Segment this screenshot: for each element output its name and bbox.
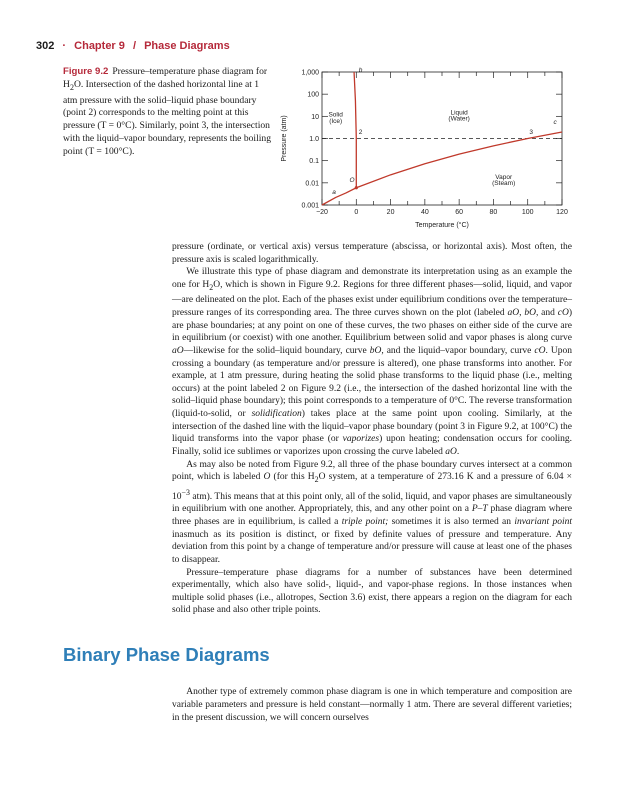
paragraph-4: Pressure–temperature phase diagrams for a number of substances have been determined experimentally, which also have solid-, liquid-, and vapor-phase regions. In those instances when multiple solid phases (i.e., allotropes, Section 3.6) exist, there appears a region on the diagram for each solid phase and also other triple points.	[172, 567, 572, 616]
chart-annotation: Solid	[328, 111, 343, 119]
page-number: 302	[36, 40, 55, 52]
x-tick-label: 40	[420, 209, 429, 216]
caption-text-2: O. Intersection of the dashed horizontal line at 1 atm pressure with the solid–liquid phase boundary (point 2) corresponds to the melting point at this pressure (T = 0°C). Similarly, point 3, the intersection with the liquid–vapor boundary, represents the boiling point (T = 100°C).	[63, 78, 271, 157]
chapter-title: Phase Diagrams	[144, 40, 230, 52]
paragraph-2: We illustrate this type of phase diagram and demonstrate its interpretation using as an example the one for $H_2O$, which is shown in Figure 9.2. Regions for three different phases—solid, liquid, and vapor—are delineated on the plot. Each of the phases exist under equilibrium conditions over the temperature–pressure ranges of its corresponding area. The three curves shown on the plot (labeled aO, bO, and cO) are phase boundaries; at any point on one of these curves, the two phases on either side of the curve are in equilibrium (or coexist) with one another. Equilibrium between solid and vapor phases is along curve aO—likewise for the solid–liquid boundary, curve bO, and the liquid–vapor boundary, curve cO. Upon crossing a boundary (as temperature and/or pressure is altered), one phase transforms into another. For example, at 1 atm pressure, during heating the solid phase transforms to the liquid phase (i.e., melting occurs) at the point labeled 2 on Figure 9.2 (i.e., the intersection of the dashed horizontal line with the solid–liquid phase boundary); this point corresponds to a temperature of 0°C. The reverse transformation (liquid-to-solid, or solidification) takes place at the same point upon cooling. Similarly, at the intersection of the dashed line with the liquid–vapor phase boundary (point 3 in Figure 9.2, at 100°C) the liquid transforms into the vapor phase (or vaporizes) upon heating; condensation occurs for cooling. Finally, solid ice sublimes or vaporizes upon crossing the curve labeled aO.	[172, 267, 573, 457]
y-tick-label: 0.01	[305, 180, 319, 188]
caption-text-1: Pressure–temperature phase diagram for H	[63, 66, 268, 90]
x-axis-label: Temperature (°C)	[415, 222, 469, 229]
x-tick-label: 100	[521, 209, 534, 216]
chart-annotation: c	[553, 119, 557, 127]
header-separator: /	[132, 40, 137, 52]
x-tick-label: −20	[316, 209, 328, 216]
figure-label: Figure 9.2	[63, 66, 109, 77]
header-dot: ·	[62, 40, 67, 52]
triple-point-marker	[355, 186, 358, 189]
chart-annotation: Vapor	[495, 173, 513, 181]
body-text	[172, 241, 572, 617]
chart-annotation: (Steam)	[492, 179, 516, 187]
chapter-label: Chapter 9	[74, 40, 125, 52]
chart-annotation: (Water)	[448, 115, 470, 123]
y-axis-label: Pressure (atm)	[281, 115, 288, 162]
caption-sub: 2	[69, 82, 74, 92]
x-tick-label: 60	[455, 209, 464, 216]
y-tick-label: 0.001	[301, 202, 319, 210]
section-paragraph-1: Another type of extremely common phase diagram is one in which temperature and composition are variable parameters and pressure is held constant—normally 1 atm. There are several different varieties; in the present discussion, we will concern ourselves	[172, 687, 572, 723]
chart-annotation: 2	[358, 128, 363, 136]
y-tick-label: 0.1	[309, 158, 319, 166]
y-tick-label: 10	[311, 113, 319, 121]
paragraph-1: pressure (ordinate, or vertical axis) versus temperature (abscissa, or horizontal axis). Most often, the pressure axis is scaled logarithmically.	[172, 242, 572, 265]
phase-boundary-bO	[354, 72, 356, 188]
chart-annotation: O	[349, 176, 355, 184]
chart-annotation: b	[358, 67, 363, 74]
section-title: Binary Phase Diagrams	[63, 644, 270, 665]
phase-boundary-cO	[356, 132, 562, 188]
section-body	[172, 686, 572, 724]
chart-annotation: (Ice)	[329, 118, 343, 126]
paragraph-3: As may also be noted from Figure 9.2, all three of the phase boundary curves intersect at a common point, which is labeled O (for this $H_2O$ system, at a temperature of 273.16 K and a pressure of $6.04 \times 10^{-3}$ atm). This means that at this point only, all of the solid, liquid, and vapor phases are simultaneously in equilibrium with one another. Appropriately, this, and any other point on a P–T phase diagram where three phases are in equilibrium, is called a triple point; sometimes it is also termed an invariant point inasmuch as its position is distinct, or fixed by definite values of pressure and temperature. Any deviation from this point by a change of temperature and/or pressure will cause at least one of the phases to disappear.	[172, 459, 573, 565]
x-tick-label: 80	[489, 209, 498, 216]
running-header	[36, 40, 230, 52]
phase-diagram-chart	[276, 60, 576, 240]
x-tick-label: 0	[354, 209, 359, 216]
y-tick-label: 1,000	[301, 69, 319, 77]
y-tick-label: 1.0	[309, 136, 319, 143]
chart-annotation: 3	[529, 128, 533, 136]
chart-annotation: a	[332, 188, 336, 196]
y-tick-label: 100	[307, 91, 319, 99]
x-tick-label: 120	[556, 209, 568, 216]
x-tick-label: 20	[386, 209, 395, 216]
chart-annotation: Liquid	[450, 109, 468, 117]
figure-caption	[63, 66, 273, 158]
